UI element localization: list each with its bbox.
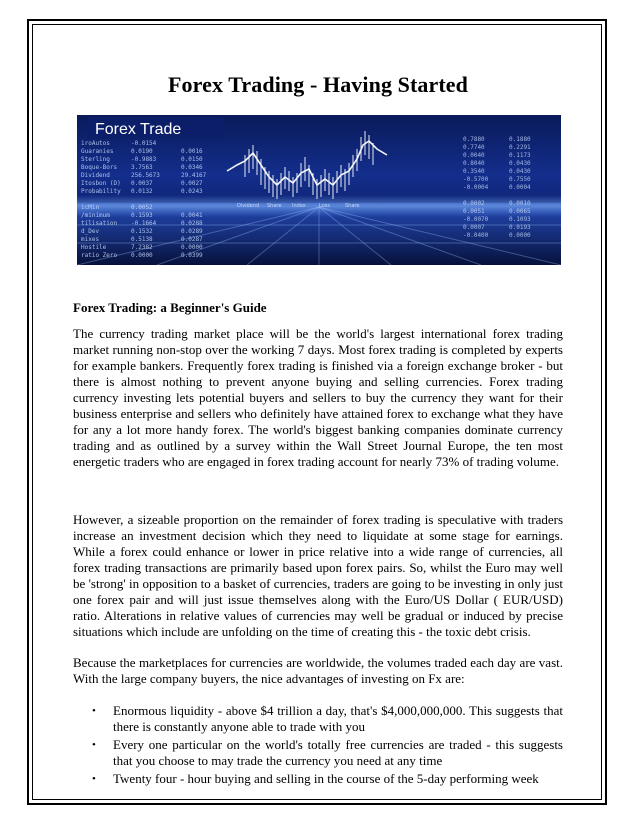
svg-text:-0.0070: -0.0070 — [463, 216, 489, 223]
paragraph-3: Because the marketplaces for currencies are worldwide, the volumes traded each day are vast. With the large company buyers, the nice advantages of investing on Fx are: — [73, 655, 563, 686]
svg-text:Dividend: Dividend — [81, 172, 110, 179]
list-item — [92, 771, 563, 787]
paragraph-1: The currency trading market place will be the world's largest international forex trading market running non-stop over the working 7 days. Most forex trading is completed by experts for example bankers. Frequently forex trading is finished via a foreign exchange broker - but there is almost nothing to prevent anyone buying and selling currencies. Forex trading currency investing lets potential buyers and sellers to buy the currency they want for their business enterprise and sellers who definitely have attained forex to exchange what they have for any a lot more handy forex. The world's biggest banking companies dominate currency trading and as outlined by a survey within the Wall Street Journal Europe, the ten most energetic traders who are engaged in forex trading account for nearly 73% of trading volume. — [73, 326, 563, 469]
svg-text:ratio Zero: ratio Zero — [81, 252, 118, 259]
svg-text:0.0193: 0.0193 — [509, 224, 531, 231]
svg-text:Share: Share — [267, 203, 282, 209]
svg-text:-0.1664: -0.1664 — [131, 220, 157, 227]
svg-text:Dividend: Dividend — [237, 203, 260, 209]
svg-text:-0.0400: -0.0400 — [463, 232, 489, 239]
forex-chart-graphic — [77, 115, 561, 265]
svg-text:0.7550: 0.7550 — [509, 176, 531, 183]
bullet-icon: • — [92, 773, 96, 785]
svg-text:0.0289: 0.0289 — [181, 228, 203, 235]
svg-text:0.0430: 0.0430 — [509, 168, 531, 175]
svg-text:0.1093: 0.1093 — [509, 216, 531, 223]
svg-text:mixes: mixes — [81, 236, 100, 243]
svg-text:0.0010: 0.0010 — [509, 200, 531, 207]
svg-text:256.5673: 256.5673 — [131, 172, 160, 179]
svg-text:0.0041: 0.0041 — [181, 212, 203, 219]
list-item — [92, 737, 563, 769]
svg-text:0.8040: 0.8040 — [463, 160, 485, 167]
svg-text:-0.0154: -0.0154 — [131, 140, 157, 147]
svg-text:Sterling: Sterling — [81, 156, 110, 163]
svg-text:tilisation: tilisation — [81, 220, 118, 227]
advantages-list — [73, 703, 563, 787]
svg-text:0.5138: 0.5138 — [131, 236, 153, 243]
list-item — [92, 703, 563, 735]
svg-text:0.1880: 0.1880 — [509, 136, 531, 143]
svg-text:0.0016: 0.0016 — [181, 148, 203, 155]
svg-text:0.7740: 0.7740 — [463, 144, 485, 151]
svg-text:0.0132: 0.0132 — [131, 188, 153, 195]
svg-text:0.0052: 0.0052 — [131, 204, 153, 211]
list-item-text: Every one particular on the world's totally free currencies are traded - this suggests that you choose to may trade the currency you need at any time — [113, 737, 563, 768]
svg-text:0.0243: 0.0243 — [181, 188, 203, 195]
svg-text:3.7563: 3.7563 — [131, 164, 153, 171]
svg-text:/minimum: /minimum — [81, 212, 110, 219]
svg-text:7.2382: 7.2382 — [131, 244, 153, 251]
svg-text:0.0040: 0.0040 — [463, 152, 485, 159]
svg-text:Index: Index — [292, 203, 306, 209]
svg-text:0.0190: 0.0190 — [131, 148, 153, 155]
svg-text:0.0288: 0.0288 — [181, 220, 203, 227]
svg-text:0.1173: 0.1173 — [509, 152, 531, 159]
page-title: Forex Trading - Having Started — [168, 72, 468, 97]
section-subheading: Forex Trading: a Beginner's Guide — [73, 300, 267, 315]
paragraph-2: However, a sizeable proportion on the remainder of forex trading is speculative with traders increase an investment decision which they need to liquidate at some stage for earnings. While a forex could enhance or lower in price relative into a wide range of currencies, all forex trading transactions are primarily based upon forex pairs. So, whilst the Euro may well be 'strong' in opposition to a basket of currencies, traders are going to be investing in only just one forex pair and will just issue themselves along with the Euro/US Dollar ( EUR/USD) ratio. Alterations in relative values of currencies may well be gradual or induced by precise situations which include are unfolding on the time of creating this - the toxic debt crisis. — [73, 512, 563, 639]
svg-text:0.0430: 0.0430 — [509, 160, 531, 167]
svg-text:0.0037: 0.0037 — [131, 180, 153, 187]
svg-text:Boque-Bors: Boque-Bors — [81, 164, 118, 171]
svg-text:Guaranies: Guaranies — [81, 148, 114, 155]
svg-text:0.0004: 0.0004 — [509, 184, 531, 191]
svg-text:0.0346: 0.0346 — [181, 164, 203, 171]
svg-text:Itosbon (D): Itosbon (D) — [81, 180, 121, 187]
svg-text:0.0000: 0.0000 — [131, 252, 153, 259]
bullet-icon: • — [92, 739, 96, 751]
svg-text:0.0000: 0.0000 — [181, 244, 203, 251]
svg-text:0.0051: 0.0051 — [463, 208, 485, 215]
svg-text:0.7880: 0.7880 — [463, 136, 485, 143]
svg-text:Probability: Probability — [81, 188, 121, 195]
svg-text:d_Dev: d_Dev — [81, 228, 100, 235]
svg-text:Share: Share — [345, 203, 360, 209]
bullet-icon: • — [92, 705, 96, 717]
svg-text:0.0150: 0.0150 — [181, 156, 203, 163]
svg-text:0.0287: 0.0287 — [181, 236, 203, 243]
svg-text:0.0027: 0.0027 — [181, 180, 203, 187]
svg-text:0.1593: 0.1593 — [131, 212, 153, 219]
svg-text:29.4167: 29.4167 — [181, 172, 207, 179]
svg-text:0.0065: 0.0065 — [509, 208, 531, 215]
svg-text:0.0007: 0.0007 — [463, 224, 485, 231]
svg-text:-0.5700: -0.5700 — [463, 176, 489, 183]
svg-text:icMin: icMin — [81, 204, 100, 211]
svg-text:0.0002: 0.0002 — [463, 200, 485, 207]
svg-text:0.0399: 0.0399 — [181, 252, 203, 259]
svg-text:0.2291: 0.2291 — [509, 144, 531, 151]
svg-text:iroAutos: iroAutos — [81, 140, 110, 147]
forex-chart-banner-image — [77, 115, 561, 265]
svg-text:0.0000: 0.0000 — [509, 232, 531, 239]
svg-text:-0.0004: -0.0004 — [463, 184, 489, 191]
list-item-text: Enormous liquidity - above $4 trillion a day, that's $4,000,000,000. This suggests that there is constantly anyone able to trade with you — [113, 703, 563, 734]
svg-text:Loss: Loss — [319, 203, 330, 209]
svg-text:-0.9883: -0.9883 — [131, 156, 157, 163]
svg-text:Hostile: Hostile — [81, 244, 107, 251]
svg-text:0.3540: 0.3540 — [463, 168, 485, 175]
banner-logo-text: Forex Trade — [95, 121, 182, 138]
list-item-text: Twenty four - hour buying and selling in the course of the 5-day performing week — [113, 771, 539, 786]
document-content — [73, 72, 563, 789]
svg-text:0.1532: 0.1532 — [131, 228, 153, 235]
